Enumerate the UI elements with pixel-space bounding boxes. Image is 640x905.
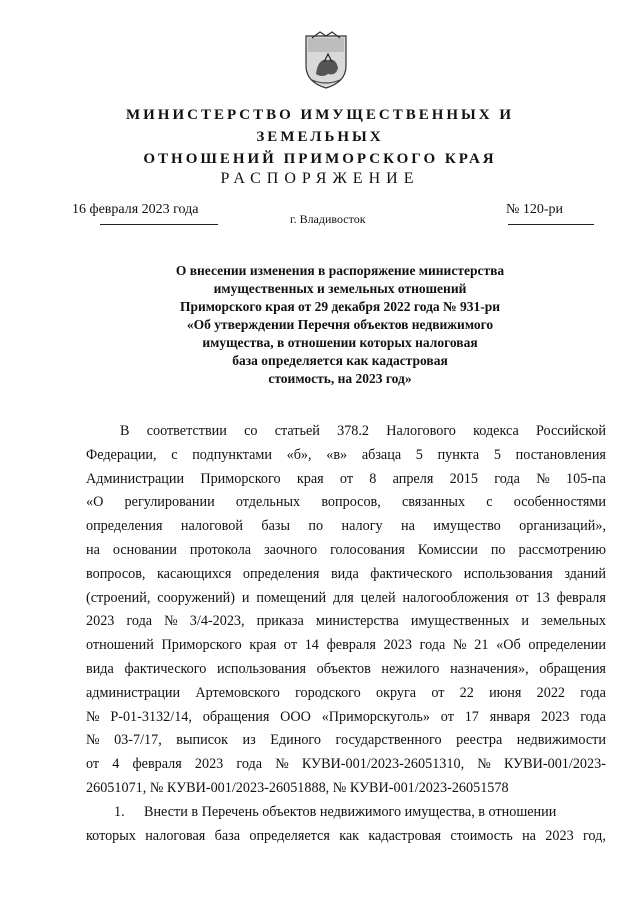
body-line — [86, 491, 606, 515]
body-line: 26051071, № КУВИ-001/2023-26051888, № КУВИ-001/2023-26051578 — [86, 779, 509, 796]
word: ООО — [280, 708, 311, 725]
coat-of-arms-icon — [302, 28, 350, 90]
word: от — [86, 756, 100, 773]
word: 03-7/17, — [114, 732, 162, 749]
body-line — [86, 587, 606, 611]
word: приказа — [256, 613, 304, 630]
word: пункта — [437, 446, 480, 463]
body-line — [86, 610, 606, 634]
word: № — [477, 756, 491, 773]
body-line — [86, 658, 606, 682]
word: Артемовского — [195, 684, 280, 701]
word: на — [522, 827, 536, 844]
word: государственного — [335, 732, 442, 749]
word: 5 — [493, 446, 501, 463]
body-line — [86, 515, 606, 539]
word: из — [242, 732, 256, 749]
word: рассмотрению — [518, 541, 606, 558]
word: № — [453, 637, 467, 654]
word: Р-01-3132/14, — [110, 708, 192, 725]
word: года — [236, 756, 263, 773]
subject-line: имущества, в отношении которых налоговая — [202, 335, 478, 350]
word: 21 — [474, 637, 489, 654]
word: регулировании — [124, 494, 215, 511]
word: «в» — [326, 446, 348, 463]
item-1-first-line — [86, 801, 606, 825]
word: июня — [489, 684, 522, 701]
word: сооружений) — [157, 589, 235, 606]
word: фактического — [370, 565, 453, 582]
body-line — [86, 753, 606, 777]
word: января — [489, 708, 531, 725]
word: КУВИ-001/2023-26051310, — [301, 756, 465, 773]
item-1-second-line — [86, 825, 606, 849]
word: со — [244, 423, 258, 439]
word: объектов — [316, 660, 371, 677]
word: фактического — [124, 660, 207, 677]
word: «Приморскуголь» — [321, 708, 430, 725]
subject-line: стоимость, на 2023 год» — [268, 371, 412, 386]
word: года — [419, 637, 446, 654]
word: налогообложения — [402, 589, 509, 606]
word: нежилого — [381, 660, 440, 677]
word: 17 — [464, 708, 479, 725]
word: организаций», — [519, 518, 606, 535]
word: кадастровая — [368, 827, 442, 844]
word: основании — [112, 541, 177, 558]
word: определения — [86, 518, 163, 535]
ministry-line-2: ОТНОШЕНИЙ ПРИМОРСКОГО КРАЯ — [143, 151, 497, 167]
word: года — [494, 470, 520, 487]
word: от — [440, 708, 454, 725]
word: года — [126, 613, 153, 630]
body-line — [86, 682, 606, 706]
word: от — [283, 637, 298, 654]
word: налоговой — [180, 518, 243, 535]
word: обращения — [539, 660, 606, 677]
word: как — [339, 827, 360, 844]
body-line — [86, 420, 606, 444]
word: касающихся — [157, 565, 232, 582]
order-subject — [140, 262, 540, 388]
word: помещений — [256, 589, 327, 606]
word: Комиссии — [417, 541, 478, 558]
word: администрации — [86, 684, 181, 701]
word: и — [241, 589, 250, 606]
word: Администрации — [86, 470, 185, 487]
word: абзаца — [361, 446, 402, 463]
word: 14 — [304, 637, 319, 654]
word: стоимость — [450, 827, 513, 844]
body-line — [86, 468, 606, 492]
word: для — [332, 589, 354, 606]
word: определении — [528, 637, 606, 654]
date-underline — [100, 224, 218, 225]
word: с — [486, 494, 493, 511]
word: вида — [330, 565, 359, 582]
word: целей — [360, 589, 396, 606]
word: имущество — [433, 518, 501, 535]
word: № — [164, 613, 178, 630]
subject-line: Приморского края от 29 декабря 2022 года № 931-ри — [179, 299, 501, 314]
word: министерства — [315, 613, 399, 630]
word: В — [120, 423, 130, 439]
word: год, — [582, 827, 606, 844]
word: вопросов, — [321, 494, 381, 511]
word: округа — [375, 684, 417, 701]
subject-line: «Об утверждении Перечня объектов недвижимого — [186, 317, 494, 332]
word: от — [339, 470, 354, 487]
word: 8 — [369, 470, 377, 487]
word: реестра — [456, 732, 503, 749]
word: 2023 — [86, 613, 115, 630]
word: по — [490, 541, 506, 558]
word: года — [580, 708, 606, 725]
word: протокола — [189, 541, 252, 558]
subject-line: О внесении изменения в распоряжение министерства — [175, 263, 505, 278]
word: вопросов, — [86, 565, 146, 582]
word: «б», — [286, 446, 312, 463]
word: подпунктами — [192, 446, 272, 463]
word: и — [521, 613, 529, 630]
word: Единого — [270, 732, 321, 749]
word: налоговая — [145, 827, 206, 844]
word: февраля — [326, 637, 376, 654]
word: № — [86, 708, 100, 725]
order-number: № 120-ри — [506, 202, 564, 217]
body-line — [86, 539, 606, 563]
word: по — [308, 518, 324, 535]
body-line — [86, 634, 606, 658]
order-city: г. Владивосток — [290, 212, 366, 226]
word: Российской — [536, 423, 606, 439]
word: 22 — [459, 684, 474, 701]
word: выписок — [176, 732, 228, 749]
word: кодекса — [473, 423, 519, 439]
word: года — [580, 684, 606, 701]
ministry-line-1: МИНИСТЕРСТВО ИМУЩЕСТВЕННЫХ И ЗЕМЕЛЬНЫХ — [125, 107, 515, 145]
word: Приморского — [200, 470, 281, 487]
word: статьей — [274, 423, 320, 439]
word: (строений, — [86, 589, 151, 606]
word: 2023 — [545, 827, 574, 844]
word: № — [275, 756, 289, 773]
word: 3/4-2023, — [189, 613, 245, 630]
order-date: 16 февраля 2023 года — [72, 202, 199, 217]
word: № — [536, 470, 550, 487]
word: 13 — [535, 589, 550, 606]
word: КУВИ-001/2023- — [503, 756, 606, 773]
body-line — [86, 444, 606, 468]
word: 2022 — [536, 684, 566, 701]
word: постановления — [515, 446, 606, 463]
word: на — [401, 518, 415, 535]
word: края — [249, 637, 277, 654]
body-line — [86, 563, 606, 587]
word: от — [515, 589, 529, 606]
word: 2023 — [383, 637, 412, 654]
word: городского — [295, 684, 361, 701]
word: февраля — [556, 589, 606, 606]
word: база — [214, 827, 241, 844]
word: на — [86, 541, 100, 558]
word: Федерации, — [86, 446, 157, 463]
word: использования — [216, 660, 307, 677]
item-number: 1. — [114, 803, 125, 820]
word: края — [296, 470, 324, 487]
word: назначения», — [450, 660, 529, 677]
word: недвижимости — [516, 732, 606, 749]
word: которых — [86, 827, 136, 844]
word: отношений — [86, 637, 154, 654]
word: с — [171, 446, 178, 463]
word: 2023 — [194, 756, 224, 773]
word: голосования — [330, 541, 405, 558]
word: «О — [86, 494, 104, 511]
order-title: РАСПОРЯЖЕНИЕ — [220, 170, 420, 187]
word: 4 — [112, 756, 120, 773]
word: налогу — [341, 518, 383, 535]
order-body — [86, 420, 606, 848]
subject-line: имущественных и земельных отношений — [213, 281, 467, 296]
word: обращения — [202, 708, 270, 725]
ministry-name — [60, 104, 580, 170]
word: 2023 — [541, 708, 570, 725]
word: определяется — [249, 827, 330, 844]
body-line — [86, 729, 606, 753]
word: заочного — [264, 541, 318, 558]
word: февраля — [132, 756, 182, 773]
word: земельных — [541, 613, 606, 630]
word: 105-па — [566, 470, 606, 487]
word: 2015 — [449, 470, 478, 487]
item-1-text: Внести в Перечень объектов недвижимого имущества, в отношении — [144, 803, 557, 820]
word: базы — [261, 518, 291, 535]
word: имущественных — [410, 613, 510, 630]
word: определения — [242, 565, 320, 582]
number-underline — [508, 224, 594, 225]
word: «Об — [496, 637, 521, 654]
word: связанных — [401, 494, 466, 511]
word: Приморского — [161, 637, 242, 654]
word: от — [431, 684, 445, 701]
word: № — [86, 732, 100, 749]
word: использования — [463, 565, 553, 582]
word: апреля — [392, 470, 434, 487]
word: 378.2 — [337, 423, 370, 439]
word: вида — [86, 660, 114, 677]
word: особенностями — [513, 494, 606, 511]
word: зданий — [564, 565, 606, 582]
word: соответствии — [146, 423, 227, 439]
body-line — [86, 706, 606, 730]
word: 5 — [415, 446, 423, 463]
word: отдельных — [235, 494, 301, 511]
word: Налогового — [386, 423, 456, 439]
subject-line: база определяется как кадастровая — [232, 353, 448, 368]
